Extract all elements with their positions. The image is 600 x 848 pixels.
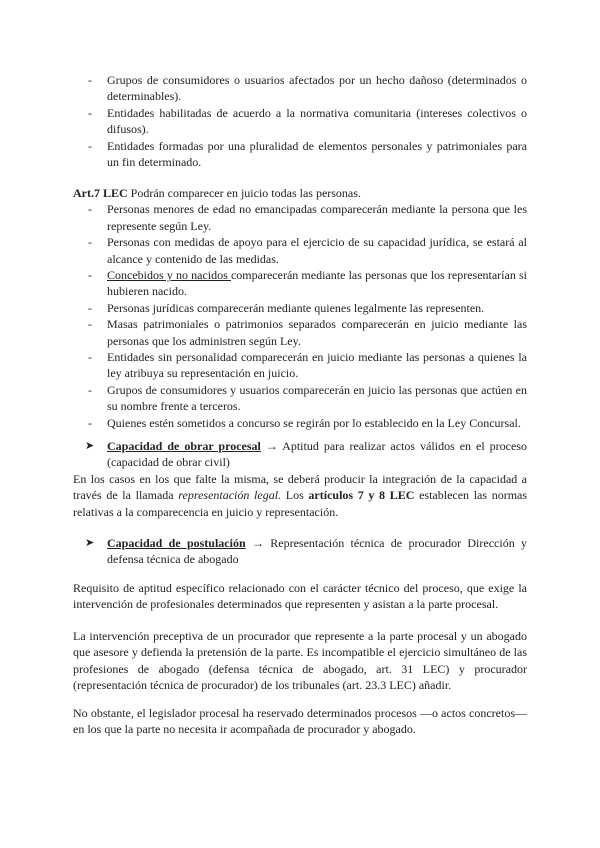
dash-bullet: - — [88, 317, 92, 332]
list-item: - Quienes estén sometidos a concurso se regirán por lo establecido en la Ley Concursal. — [88, 415, 521, 430]
paragraph-requisito: Requisito de aptitud específico relacionado con el carácter técnico del proceso, que exige la intervención de profesionales determinados que representen y asistan a la parte procesal. — [73, 581, 527, 612]
underlined-term: Concebidos y no nacidos — [107, 268, 231, 283]
capacidad-postulacion-heading: ➤ Capacidad de postulación → Representación técnica de procurador Dirección y defensa técnica de abogado — [85, 536, 528, 567]
list-item: - Masas patrimoniales o patrimonios separados comparecerán en juicio mediante las personas que los administren según Ley. — [88, 317, 527, 348]
list-item: - Personas menores de edad no emancipadas comparecerán mediante la persona que les represente según Ley. — [88, 202, 527, 233]
capacidad-obrar-paragraph: En los casos en los que falte la misma, se deberá producir la integración de la capacidad a través de la llamada representación legal. Los artículos 7 y 8 LEC establecen las normas relativas a la comparecencia en juicio y representación. — [73, 471, 528, 519]
dash-bullet: - — [88, 415, 92, 430]
list-item: - Entidades formadas por una pluralidad de elementos personales y patrimoniales para un fin determinado. — [88, 138, 527, 170]
arrow-bullet-icon: ➤ — [85, 536, 95, 549]
capacidad-obrar-heading: ➤ Capacidad de obrar procesal → Aptitud para realizar actos válidos en el proceso (capacidad de obrar civil) — [85, 439, 527, 470]
dash-bullet: - — [88, 105, 92, 120]
dash-bullet: - — [88, 268, 92, 283]
paragraph-intervencion: La intervención preceptiva de un procurador que represente a la parte procesal y un abogado que asesore y defienda la pretensión de la parte. Es incompatible el ejercicio simultáneo de las profesiones de abogado (defensa técnica de abogado, art. 31 LEC) y procurador (representación técnica de procurador) de los tribunales (art. 23.3 LEC) añadir. — [73, 629, 527, 693]
capacidad-obrar-section — [73, 438, 527, 520]
list-item: - Concebidos y no nacidos comparecerán mediante las personas que los representarían si hubieren nacido. — [88, 268, 528, 299]
list-item: - Entidades habilitadas de acuerdo a la normativa comunitaria (intereses colectivos o difusos). — [88, 105, 527, 137]
capacidad-obrar-term: Capacidad de obrar procesal — [107, 439, 261, 453]
capacidad-postulacion-section — [73, 535, 527, 568]
bold-reference: artículos 7 y 8 LEC — [308, 488, 415, 503]
art7-intro: Art.7 LEC Podrán comparecer en juicio todas las personas. — [73, 186, 361, 200]
dash-bullet: - — [88, 138, 92, 153]
paragraph-no-obstante: No obstante, el legislador procesal ha reservado determinados procesos —o actos concretos— en los que la parte no necesita ir acompañada de procurador y abogado. — [73, 706, 527, 737]
arrow-bullet-icon: ➤ — [85, 439, 95, 452]
art7-label: Art.7 LEC — [73, 186, 128, 200]
capacidad-postulacion-term: Capacidad de postulación — [107, 536, 246, 550]
list-item: - Grupos de consumidores y usuarios comparecerán en juicio las personas que actúen en su nombre frente a terceros. — [88, 382, 527, 414]
art7-section — [73, 185, 527, 431]
list-group-1 — [73, 72, 527, 170]
list-item: - Grupos de consumidores o usuarios afectados por un hecho dañoso (determinados o determinables). — [88, 73, 527, 104]
dash-bullet: - — [88, 382, 92, 397]
dash-bullet: - — [88, 300, 92, 315]
list-item: - Personas jurídicas comparecerán mediante quienes legalmente las representen. — [88, 300, 485, 315]
dash-bullet: - — [88, 235, 92, 250]
dash-bullet: - — [88, 73, 92, 87]
italic-term: representación legal. — [178, 488, 282, 503]
dash-bullet: - — [88, 350, 92, 365]
dash-bullet: - — [88, 202, 92, 217]
list-item: - Personas con medidas de apoyo para el ejercicio de su capacidad jurídica, se estará al alcance y contenido de las medidas. — [88, 235, 527, 266]
list-item: - Entidades sin personalidad comparecerán en juicio mediante las personas a quienes la ley atribuya su representación en juicio. — [88, 350, 527, 381]
